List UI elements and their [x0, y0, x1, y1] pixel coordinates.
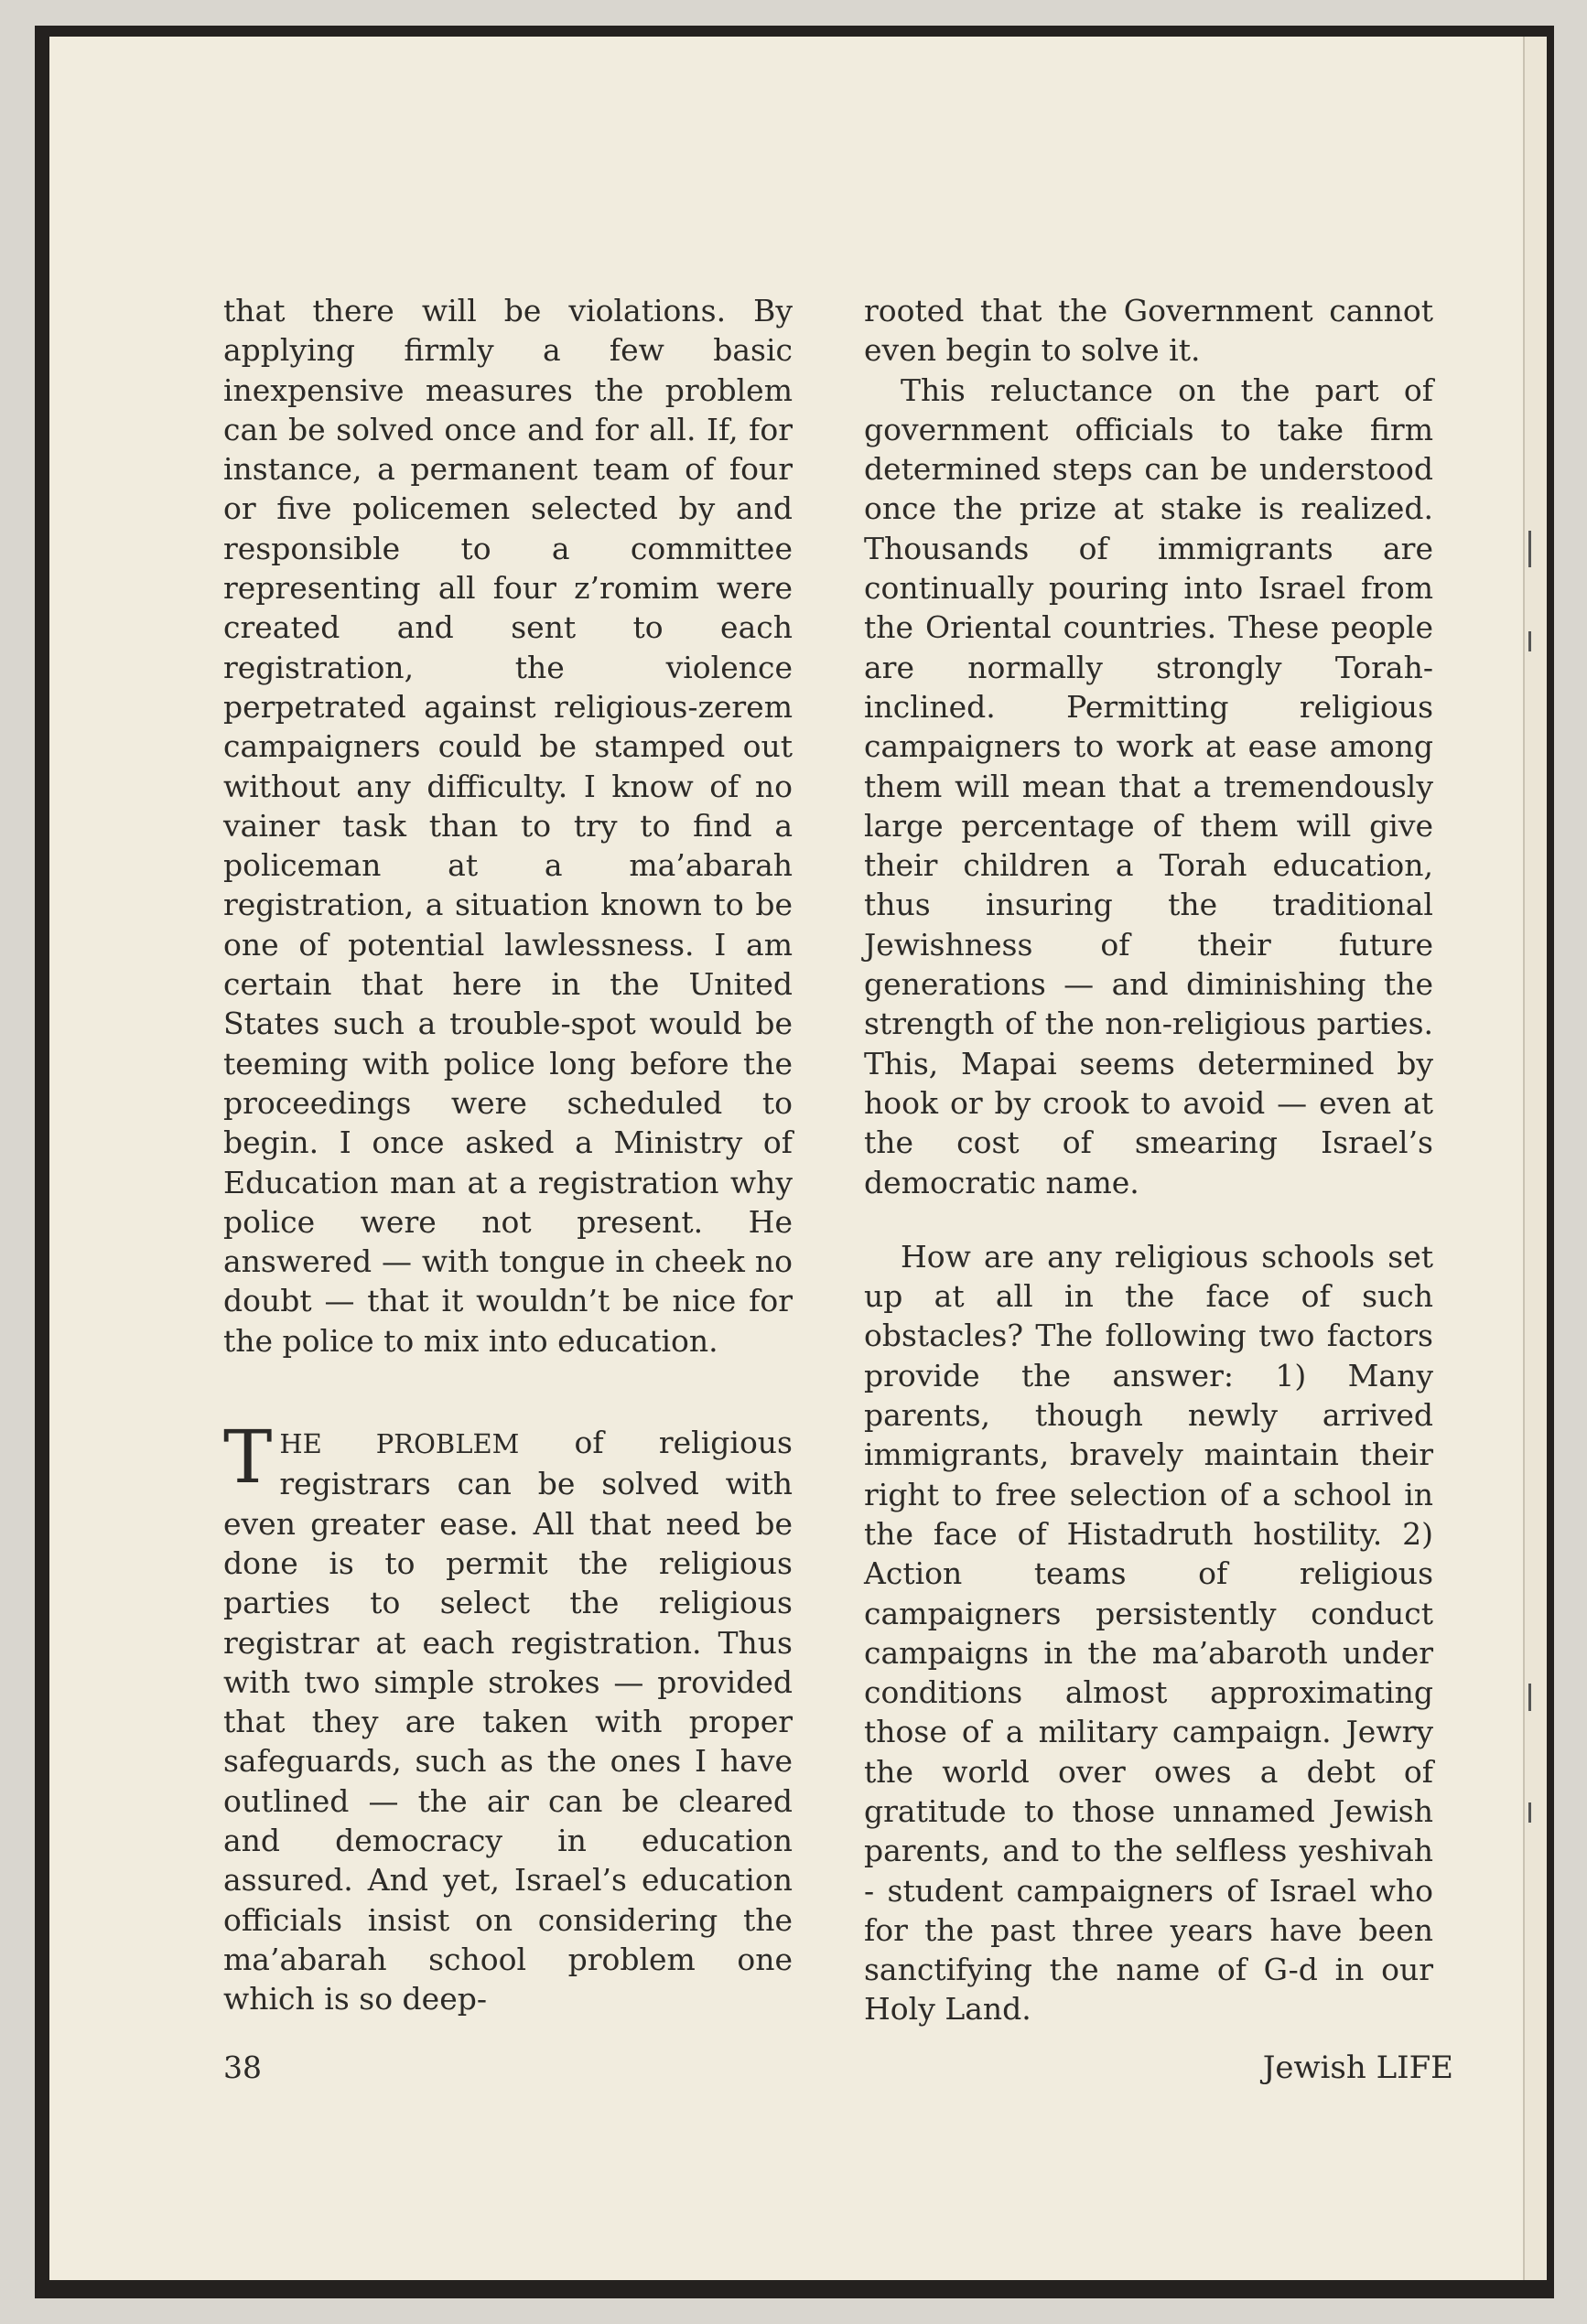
page-edge-mark	[1528, 531, 1531, 567]
section-lead-in: HE PROBLEM	[279, 1428, 520, 1460]
right-paragraph-2: This reluctance on the part of government officials to take firm determined steps can be understood once the prize at stake is realized. Thousands of immigrants are continually pouring into Israel from the Oriental countries. These people are normally strongly Torah-inclined. Permitting religious campaigners to work at ease among them will mean that a tremendously large percentage of them will give their children a Torah education, thus insuring the traditional Jewishness of their future generations — and diminishing the strength of the non-religious parties. This, Mapai seems determined by hook or by crook to avoid — even at the cost of smearing Israel’s democratic name.	[864, 371, 1433, 1200]
page-edge-mark	[1528, 631, 1531, 651]
right-paragraph-3: How are any religious schools set up at all in the face of such obstacles? The following two factors provide the answer: 1) Many parents, though newly arrived immigrants, bravely maintain their right to free selection of a school in the face of Histadruth hostility. 2) Action teams of religious campaigners persistently conduct campaigns in the ma’abaroth under conditions almost approximating those of a military campaign. Jewry the world over owes a debt of gratitude to those unnamed Jewish parents, and to the selfless yeshivah - student campaigners of Israel who for the past three years have been sanctifying the name of G-d in our Holy Land.	[864, 1238, 1433, 2028]
left-column	[223, 291, 793, 2018]
drop-cap: T	[223, 1415, 273, 1501]
next-page-edge	[1523, 37, 1547, 2280]
right-paragraph-1: rooted that the Government cannot even begin to solve it.	[864, 293, 1433, 369]
right-column	[864, 291, 1433, 2029]
page-edge-mark	[1528, 1802, 1531, 1823]
left-paragraph-1: that there will be violations. By applying firmly a few basic inexpensive measures the problem can be solved once and for all. If, for instance, a permanent team of four or five policemen selected by and responsible to a committee representing all four z’romim were created and sent to each registration, the violence perpetrated against religious-zerem campaigners could be stamped out without any difficulty. I know of no vainer task than to try to find a policeman at a ma’abarah registration, a situation known to be one of potential lawlessness. I am certain that here in the United States such a trouble-spot would be teeming with police long before the proceedings were scheduled to begin. I once asked a Ministry of Education man at a registration why police were not present. He answered — with tongue in cheek no doubt — that it wouldn’t be nice for the police to mix into education.	[223, 293, 793, 1359]
page-edge-mark	[1528, 1684, 1531, 1711]
left-paragraph-2	[223, 1415, 793, 2018]
page-number: 38	[223, 2050, 262, 2085]
left-paragraph-2-text: of religious registrars can be solved with even greater ease. All that need be done is to permit the religious parties to select the religious registrar at each registration. Thus with two simple strokes — provided that they are taken with proper safeguards, such as the ones I have outlined — the air can be cleared and democracy in education assured. And yet, Israel’s education officials insist on considering the ma’abarah school problem one which is so deep-	[223, 1425, 793, 2017]
publication-name: Jewish LIFE	[1262, 2050, 1453, 2086]
